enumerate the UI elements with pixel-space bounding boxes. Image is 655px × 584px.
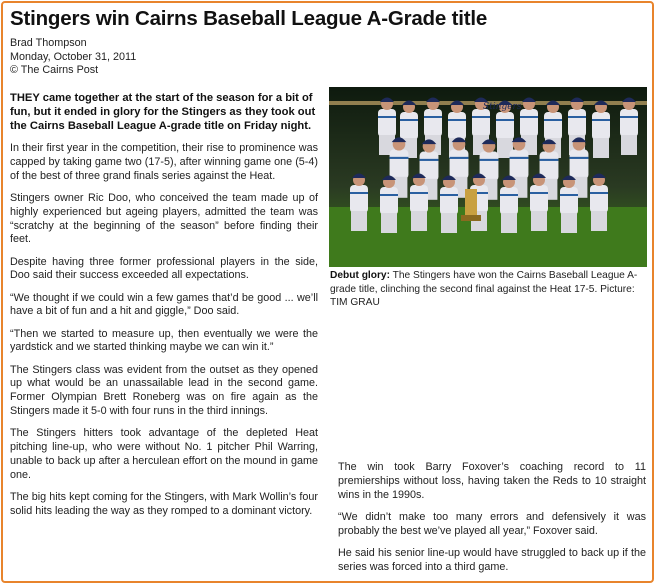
body-paragraph: Despite having three former professional players in the side, Doo said their success exceeded all expectations. xyxy=(10,255,318,282)
body-paragraph: The big hits kept coming for the Stingers, with Mark Wollin’s four solid hits leading the way as they romped to a dominant victory. xyxy=(10,491,318,518)
body-paragraph: The Stingers class was evident from the outset as they opened up what would be an unassailable lead in the second game. Former Olympian Brett Roneberg was on fire again as the Stingers made it 5-0 with four runs in the third innings. xyxy=(10,363,318,418)
article-body-left xyxy=(10,91,318,527)
body-paragraph: He said his senior line-up would have struggled to back up if the series was forced into a third game. xyxy=(338,546,646,573)
photo-caption xyxy=(330,269,648,310)
team-photo xyxy=(329,87,647,267)
source-credit: © The Cairns Post xyxy=(10,64,99,76)
article-frame xyxy=(1,1,654,583)
body-paragraph: “We didn’t make too many errors and defensively it was probably the best we’ve played all year,” Foxover said. xyxy=(338,510,646,537)
jersey-text: Stingers xyxy=(483,102,522,112)
caption-title: Debut glory: xyxy=(330,270,390,281)
body-paragraph: “We thought if we could win a few games that’d be good ... we’ll have a bit of fun and a hit and giggle,” Doo said. xyxy=(10,291,318,318)
lead-paragraph: THEY came together at the start of the season for a bit of fun, but it ended in glory for the Stingers as they took out the Cairns Baseball League A-grade title on Friday night. xyxy=(10,92,316,133)
body-paragraph: The Stingers hitters took advantage of the depleted Heat pitching line-up, who were without No. 1 pitcher Phil Warring, unable to back up after a herculean effort on the mound in game one. xyxy=(10,427,318,482)
team-photo-image xyxy=(329,87,647,267)
publish-date: Monday, October 31, 2011 xyxy=(10,50,137,63)
author-name: Brad Thompson xyxy=(10,37,87,49)
article-body-right xyxy=(338,461,646,583)
body-paragraph: “Then we started to measure up, then eventually we were the yardstick and we started thinking maybe we can win it.” xyxy=(10,327,318,354)
caption-text: The Stingers have won the Cairns Baseball League A-grade title, clinching the second final against the Heat 17-5. Picture: TIM GRAU xyxy=(330,270,638,308)
body-paragraph: In their first year in the competition, their rise to prominence was capped by taking game two (17-5), after winning game one (5-4) of the best of three grand finals series against the Heat. xyxy=(10,141,318,182)
article-headline: Stingers win Cairns Baseball League A-Grade title xyxy=(10,7,488,30)
article-byline xyxy=(10,37,136,78)
body-paragraph: The win took Barry Foxover’s coaching record to 11 premierships without loss, having taken the Reds to 10 straight wins in the 1990s. xyxy=(338,461,646,501)
body-paragraph: Stingers owner Ric Doo, who conceived the team made up of highly experienced but ageing players, admitted the team was “scratchy at the beginning of the season” before finding their feet. xyxy=(10,191,318,246)
